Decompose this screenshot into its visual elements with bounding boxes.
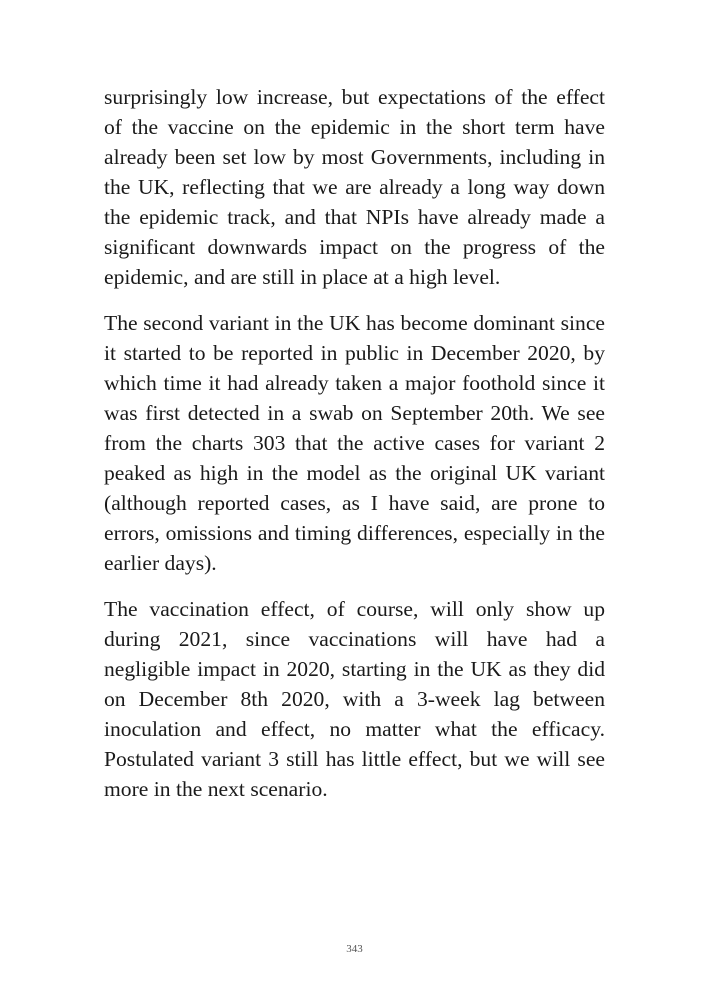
body-text	[104, 82, 605, 820]
paragraph-3: The vaccination effect, of course, will only show up during 2021, since vaccinations will have had a negligible impact in 2020, starting in the UK as they did on December 8th 2020, with a 3-week lag between inoculation and effect, no matter what the efficacy. Postulated variant 3 still has little effect, but we will see more in the next scenario.	[104, 597, 605, 801]
paragraph-2: The second variant in the UK has become dominant since it started to be reported in public in December 2020, by which time it had already taken a major foothold since it was first detected in a swab on September 20th. We see from the charts 303 that the active cases for variant 2 peaked as high in the model as the original UK variant (although reported cases, as I have said, are prone to errors, omissions and timing differences, especially in the earlier days).	[104, 311, 605, 575]
page-number: 343	[346, 943, 363, 955]
paragraph-1: surprisingly low increase, but expectations of the effect of the vaccine on the epidemic in the short term have already been set low by most Governments, including in the UK, reflecting that we are already a long way down the epidemic track, and that NPIs have already made a significant downwards impact on the progress of the epidemic, and are still in place at a high level.	[104, 85, 605, 289]
